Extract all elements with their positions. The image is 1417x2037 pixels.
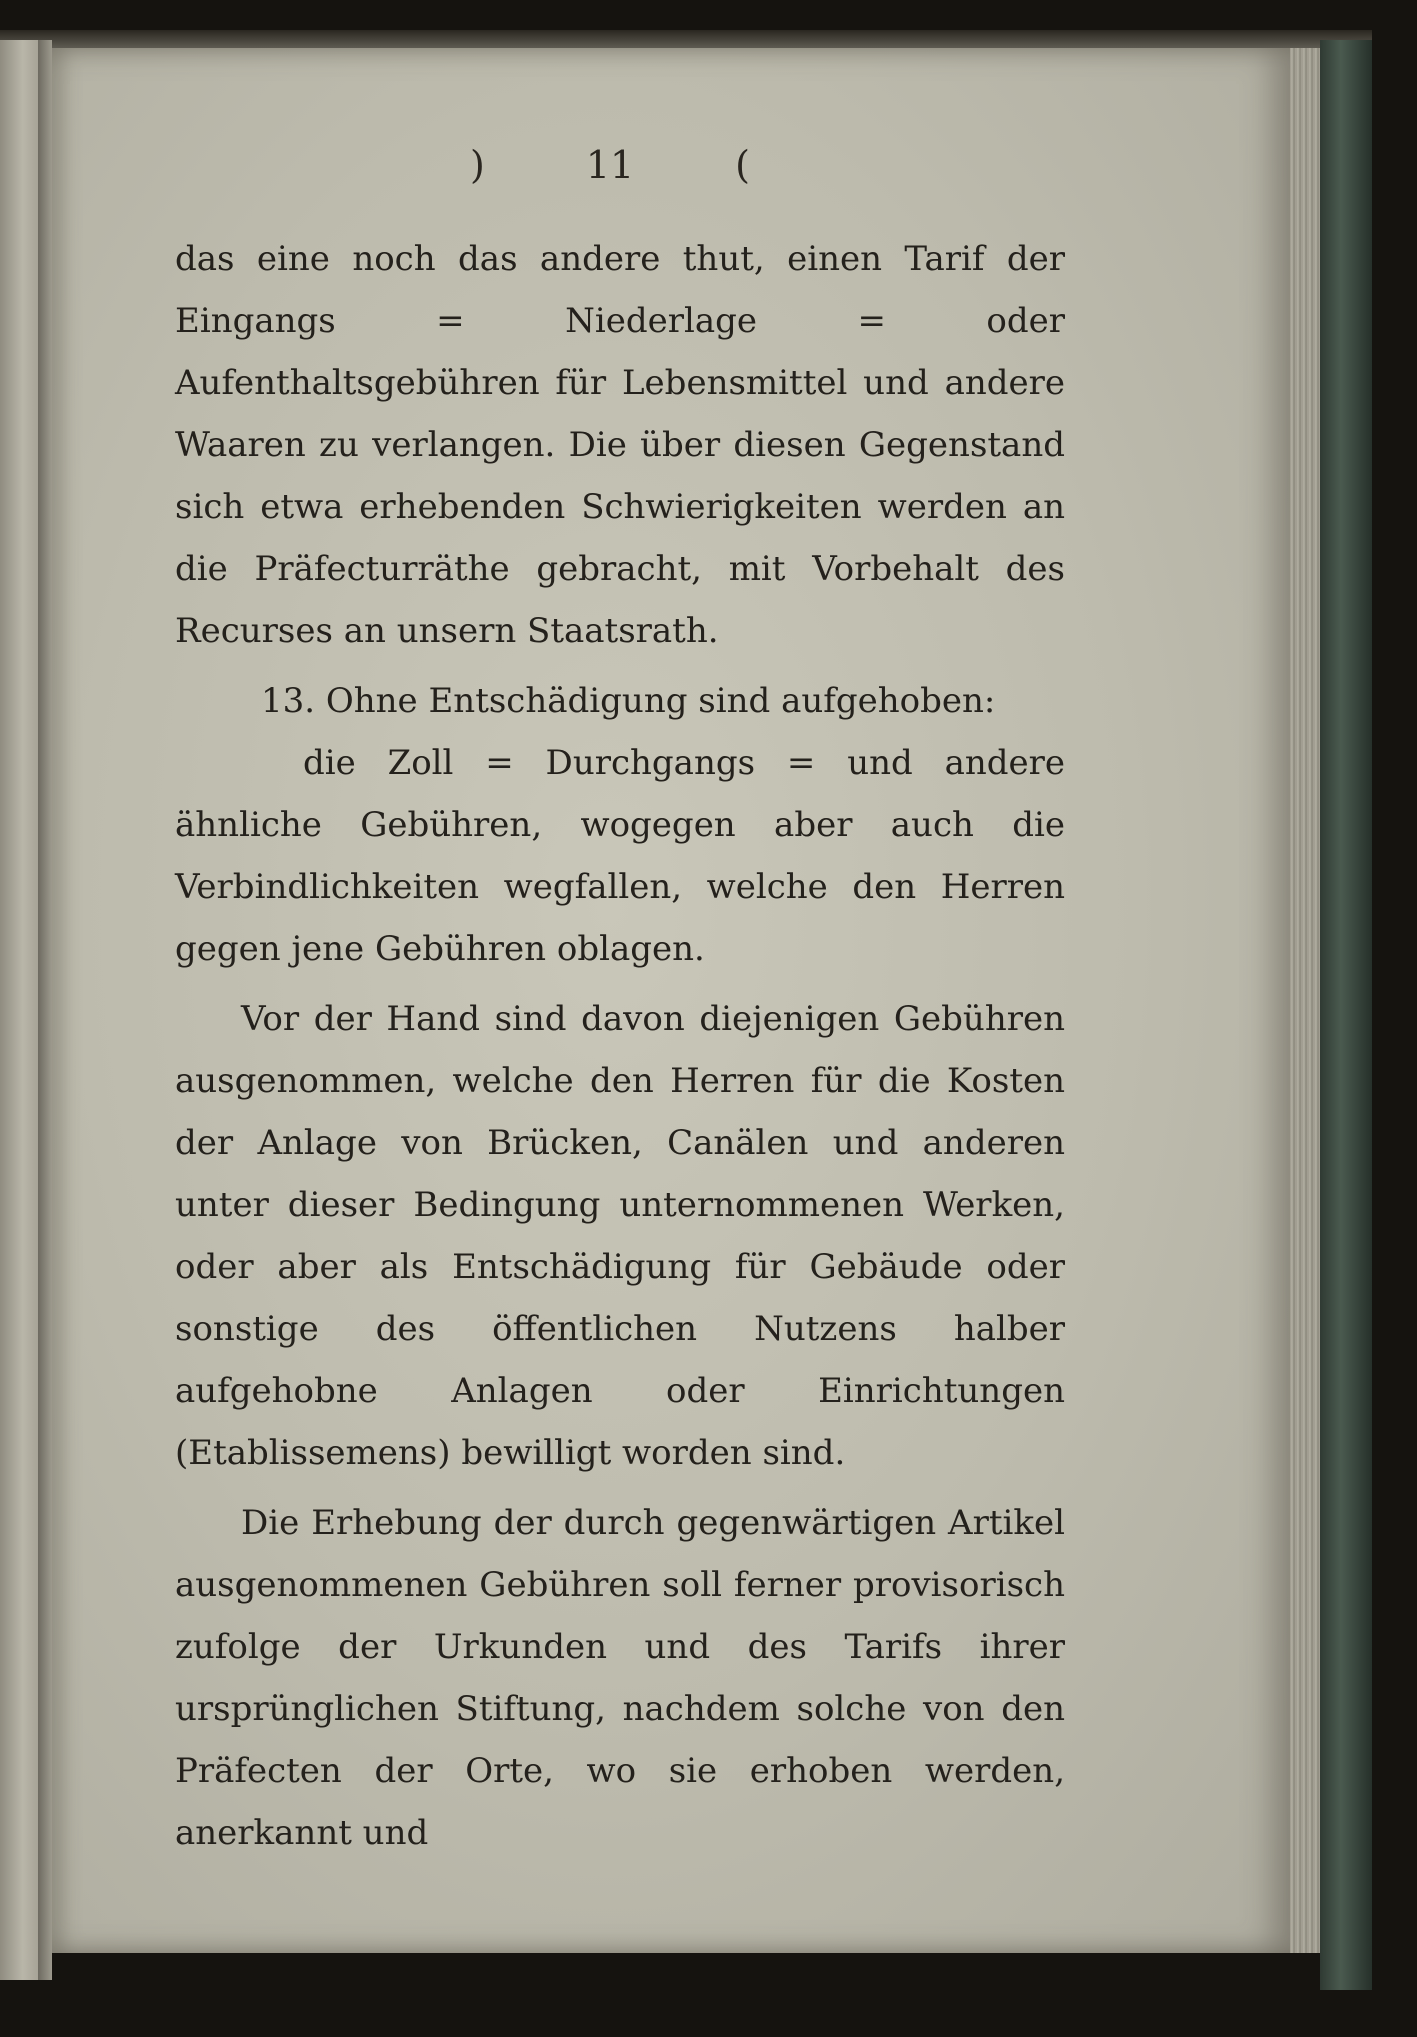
header-right-bracket: (	[735, 143, 750, 187]
paragraph-tolls: die Zoll = Durchgangs = und andere ähnliche Gebühren, wogegen aber auch die Verbindlichkeiten wegfallen, welche den Herren gegen jene Gebühren oblagen.	[175, 743, 1065, 969]
facing-page-edge	[0, 40, 38, 1980]
page-number: 11	[585, 143, 635, 187]
book-top-edge	[0, 30, 1372, 48]
page-text	[175, 228, 1065, 1864]
paragraph-continuation: das eine noch das andere thut, einen Tarif der Eingangs = Niederlage = oder Aufenthaltsgebühren für Lebensmittel und andere Waaren zu verlangen. Die über diesen Gegenstand sich etwa erhebenden Schwierigkeiten werden an die Präfecturräthe gebracht, mit Vorbehalt des Recurses an unsern Staatsrath.	[175, 239, 1065, 651]
paragraph-collection: Die Erhebung der durch gegenwärtigen Artikel ausgenommenen Gebühren soll ferner provisorisch zufolge der Urkunden und des Tarifs ihrer ursprünglichen Stiftung, nachdem solche von den Präfecten der Orte, wo sie erhoben werden, anerkannt und	[175, 1503, 1065, 1853]
page-edges	[1290, 48, 1320, 1953]
article-13-heading: 13. Ohne Entschädigung sind aufgehoben:	[261, 681, 996, 721]
header-left-bracket: )	[470, 143, 485, 187]
paragraph-exceptions: Vor der Hand sind davon diejenigen Gebühren ausgenommen, welche den Herren für die Kosten der Anlage von Brücken, Canälen und anderen unter dieser Bedingung unternommenen Werken, oder aber als Entschädigung für Gebäude oder sonstige des öffentlichen Nutzens halber aufgehobne Anlagen oder Einrichtungen (Etablissemens) bewilligt worden sind.	[175, 999, 1065, 1473]
page-header	[470, 140, 750, 190]
book-cover-edge	[1320, 40, 1372, 1990]
book-gutter	[38, 40, 52, 1980]
